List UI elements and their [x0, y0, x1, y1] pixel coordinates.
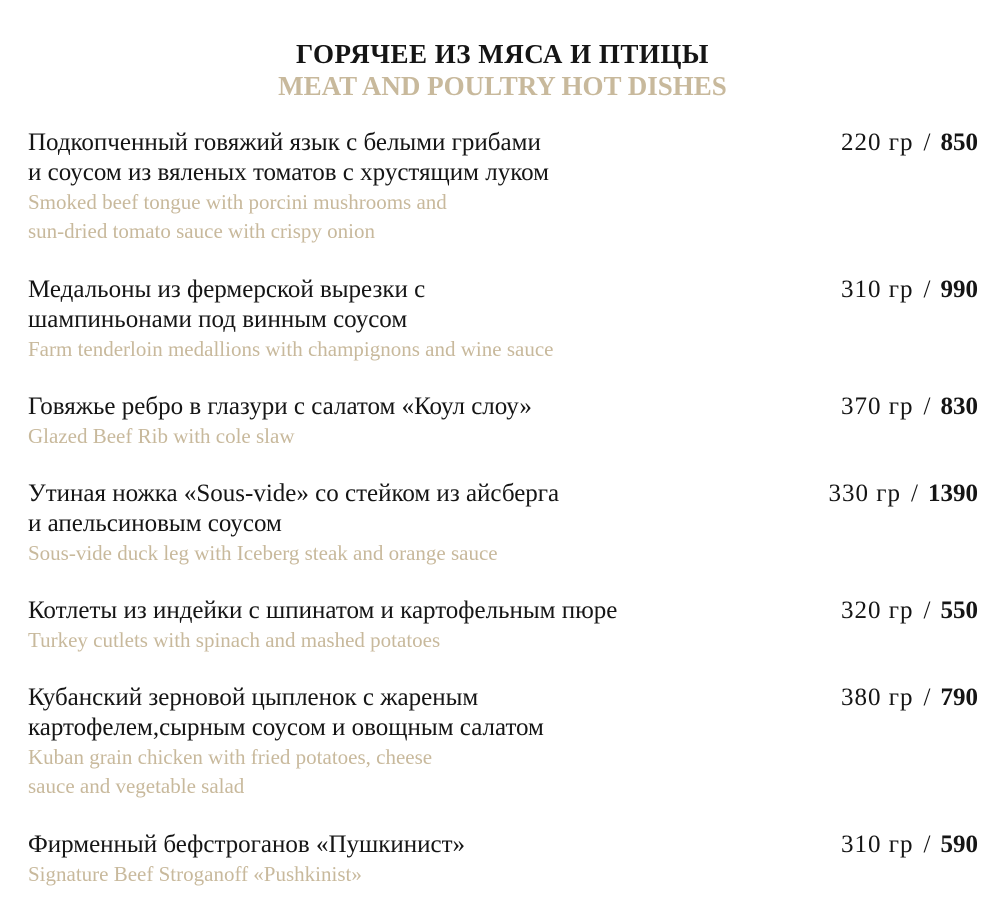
- dish-name-en: Sous-vide duck leg with Iceberg steak and orange sauce: [28, 541, 498, 565]
- price-separator: /: [923, 684, 931, 711]
- dish-cost: 590: [940, 831, 978, 858]
- section-title-ru: ГОРЯЧЕЕ ИЗ МЯСА И ПТИЦЫ: [296, 39, 709, 69]
- dish-weight: 310 гр: [841, 276, 914, 303]
- dish-name-ru: Котлеты из индейки с шпинатом и картофельным пюре: [28, 597, 618, 624]
- dish-cost: 830: [940, 393, 978, 420]
- menu-item: [28, 479, 978, 568]
- dish-weight: 330 гр: [828, 480, 902, 507]
- dish-price: [841, 830, 978, 860]
- dish-cost: 550: [940, 597, 978, 624]
- dish-weight: 370 гр: [841, 393, 914, 420]
- dish-name-ru: Медальоны из фермерской вырезки с шампиньонами под винным соусом: [28, 276, 426, 333]
- dish-name-en: Kuban grain chicken with fried potatoes, cheese sauce and vegetable salad: [28, 745, 433, 798]
- dish-cost: 1390: [928, 480, 978, 507]
- price-separator: /: [923, 393, 931, 420]
- price-separator: /: [923, 129, 931, 156]
- dish-name-en: Signature Beef Stroganoff «Pushkinist»: [28, 862, 362, 886]
- dish-name-ru: Утиная ножка «Sous-vide» со стейком из айсберга и апельсиновым соусом: [28, 480, 560, 537]
- dish-name-ru: Фирменный бефстроганов «Пушкинист»: [28, 831, 466, 858]
- dish-price: [841, 392, 978, 422]
- menu-item: [28, 683, 978, 801]
- dish-price: [841, 596, 978, 626]
- dish-cost: 990: [940, 276, 978, 303]
- dish-cost: 850: [940, 129, 978, 156]
- dish-weight: 320 гр: [841, 597, 914, 624]
- dish-price: [841, 683, 978, 713]
- menu-item: [28, 275, 978, 364]
- menu-item: [28, 830, 978, 889]
- price-separator: /: [923, 276, 931, 303]
- dish-price: [829, 479, 978, 509]
- menu-item: [28, 128, 978, 246]
- dish-weight: 380 гр: [841, 684, 914, 711]
- dish-name-en: Smoked beef tongue with porcini mushrooms and sun-dried tomato sauce with crispy onion: [28, 190, 447, 243]
- dish-weight: 310 гр: [841, 831, 914, 858]
- dish-name-en: Farm tenderloin medallions with champignons and wine sauce: [28, 337, 554, 361]
- dish-name-ru: Кубанский зерновой цыпленок с жареным картофелем,сырным соусом и овощным салатом: [28, 684, 544, 741]
- dish-cost: 790: [940, 684, 978, 711]
- dish-name-ru: Подкопченный говяжий язык с белыми грибами и соусом из вяленых томатов с хрустящим луком: [28, 129, 549, 186]
- dish-name-ru: Говяжье ребро в глазури с салатом «Коул слоу»: [28, 393, 532, 420]
- dish-price: [841, 128, 978, 158]
- price-separator: /: [923, 597, 931, 624]
- dish-name-en: Glazed Beef Rib with cole slaw: [28, 424, 295, 448]
- menu-item: [28, 596, 978, 655]
- price-separator: /: [923, 831, 931, 858]
- section-title-en: MEAT AND POULTRY HOT DISHES: [278, 71, 727, 101]
- dish-name-en: Turkey cutlets with spinach and mashed potatoes: [28, 628, 441, 652]
- dish-price: [841, 275, 978, 305]
- dish-weight: 220 гр: [841, 129, 914, 156]
- price-separator: /: [911, 480, 918, 507]
- menu-item: [28, 392, 978, 451]
- menu-section-header: [0, 38, 1005, 102]
